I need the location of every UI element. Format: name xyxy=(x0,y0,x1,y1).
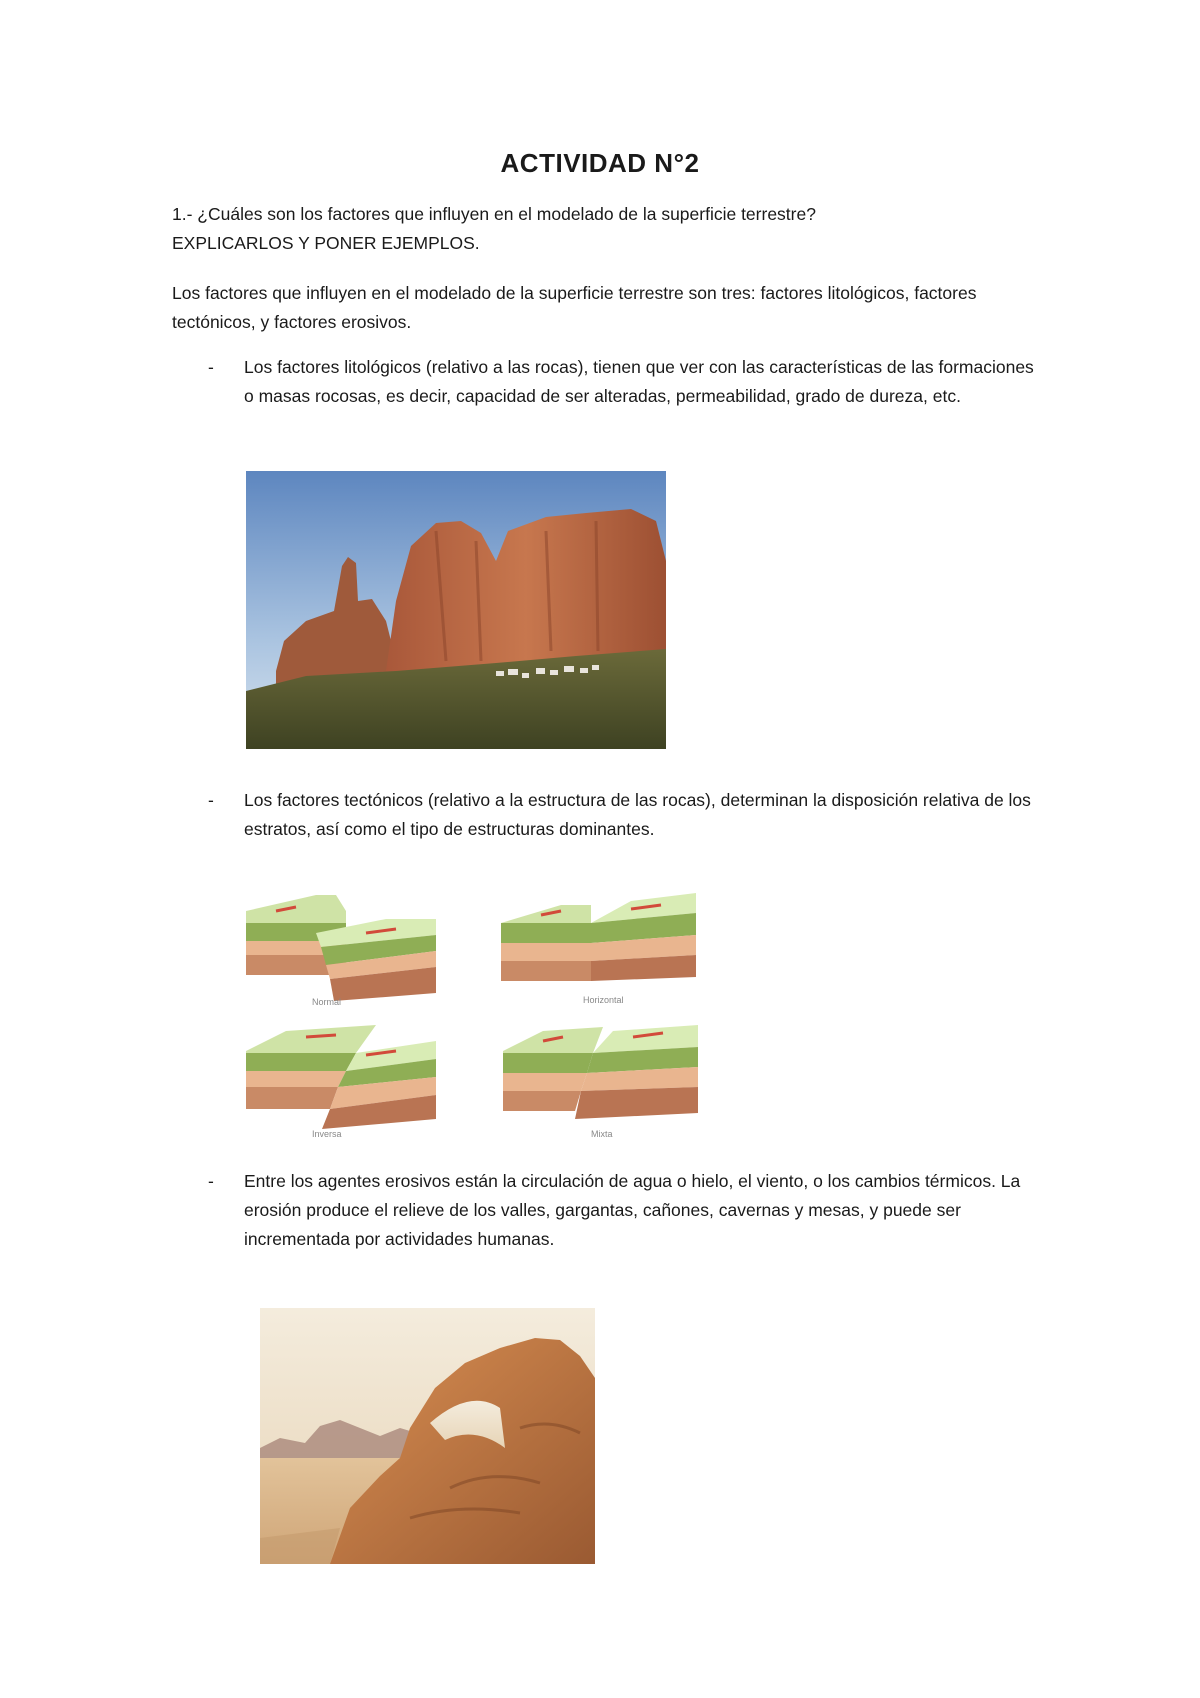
fault-diagram-horizontal xyxy=(501,893,701,1008)
fault-caption-horizontal: Horizontal xyxy=(583,995,624,1005)
bullet-dash: - xyxy=(208,790,214,810)
fault-diagram-inversa xyxy=(246,1023,446,1138)
page-title: ACTIVIDAD N°2 xyxy=(500,148,700,178)
fault-diagram-mixta xyxy=(503,1023,703,1138)
bullet-text: Los factores litológicos (relativo a las rocas), tienen que ver con las características de las formaciones o masas rocosas, es decir, capacidad de ser alteradas, permeabilidad, grado de dureza, etc. xyxy=(244,357,1034,406)
bullet-dash: - xyxy=(208,1171,214,1191)
bullet-dash: - xyxy=(208,357,214,377)
bullet-text: Entre los agentes erosivos están la circulación de agua o hielo, el viento, o los cambios térmicos. La erosión produce el relieve de los valles, gargantas, cañones, cavernas y mesas, y puede ser incrementada por actividades humanas. xyxy=(244,1171,1021,1249)
rock-formation-photo xyxy=(246,471,666,749)
fault-caption-inversa: Inversa xyxy=(312,1129,342,1139)
question-line-1: 1.- ¿Cuáles son los factores que influyen en el modelado de la superficie terrestre? xyxy=(172,204,816,224)
fault-caption-normal: Normal xyxy=(312,997,342,1007)
intro-paragraph: Los factores que influyen en el modelado de la superficie terrestre son tres: factores litológicos, factores tectónicos, y factores erosivos. xyxy=(172,283,977,332)
desert-arch-photo xyxy=(260,1308,595,1564)
fault-diagram-normal xyxy=(246,893,446,1008)
question-text xyxy=(172,200,1052,258)
question-line-2: EXPLICARLOS Y PONER EJEMPLOS. xyxy=(172,233,480,253)
fault-caption-mixta: Mixta xyxy=(591,1129,613,1139)
bullet-text: Los factores tectónicos (relativo a la estructura de las rocas), determinan la disposición relativa de los estratos, así como el tipo de estructuras dominantes. xyxy=(244,790,1031,839)
